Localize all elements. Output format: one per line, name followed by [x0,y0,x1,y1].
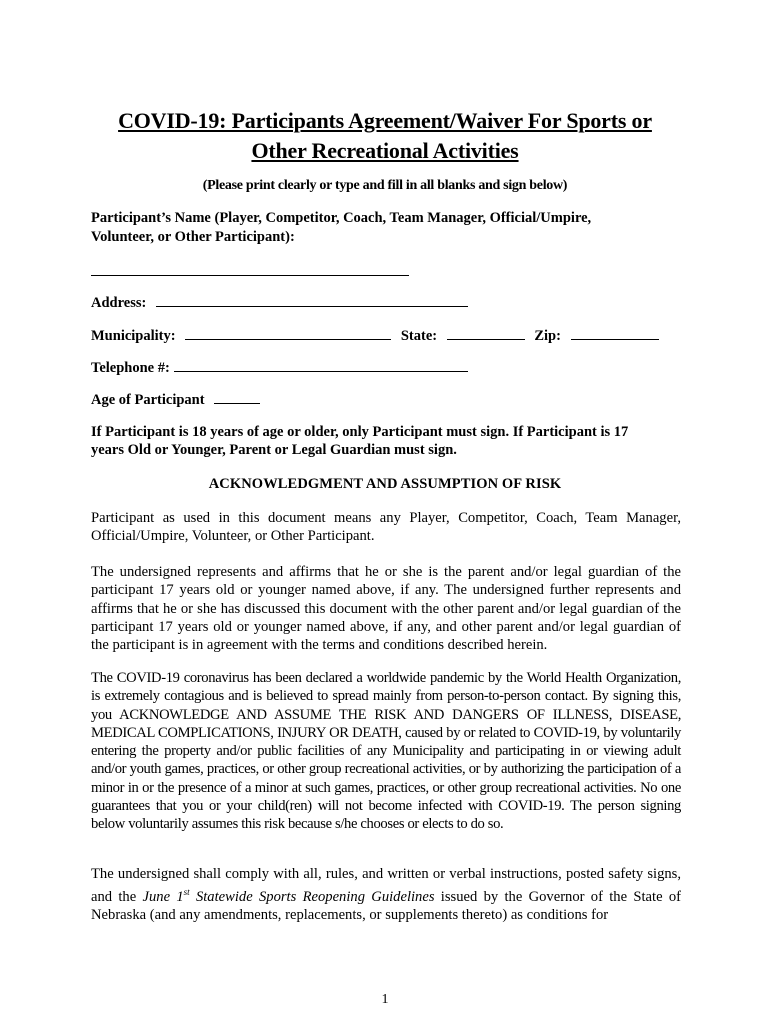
guideline-superscript: st [183,887,190,898]
guideline-month: June 1 [142,889,184,906]
zip-label: Zip: [534,328,561,344]
municipality-row [91,327,659,345]
state-field[interactable] [447,327,525,340]
municipality-label: Municipality: [91,328,176,344]
state-label: State: [400,328,438,344]
age-field[interactable] [214,391,260,404]
participant-name-field[interactable] [91,263,409,281]
title-line-2: Other Recreational Activities [251,138,519,163]
instructions-subtitle: (Please print clearly or type and fill in all blanks and sign below) [202,178,568,193]
page-number: 1 [381,992,389,1007]
municipality-field[interactable] [185,327,391,340]
telephone-row [91,359,468,377]
signing-rule-line-1: If Participant is 18 years of age or older, only Participant must sign. If Participant is 17 [91,424,629,440]
address-field[interactable] [156,294,468,307]
risk-paragraph: The COVID-19 coronavirus has been declared a worldwide pandemic by the World Health Organization, is extremely contagious and is believed to spread mainly from person-to-person contact. By signing this, you ACKNOWLEDGE AND ASSUME THE RISK AND DANGERS OF ILLNESS, DISEASE, MEDICAL COMPLICATIONS, INJURY OR DEATH, caused by or related to COVID-19, by voluntarily entering the property and/or public facilities of any Municipality and participating in or viewing adult and/or youth games, practices, or other group recreational activities, or by authorizing the participation of a minor in or the presence of a minor at such games, practices, or other group recreational activities. No one guarantees that you or your child(ren) will not become infected with COVID-19. The person signing below voluntarily assumes this risk because s/he chooses or elects to do so. [91,670,681,833]
participant-name-blank[interactable] [91,263,409,276]
compliance-paragraph [91,865,681,925]
signing-rule-line-2: years Old or Younger, Parent or Legal Guardian must sign. [91,442,457,458]
guardian-paragraph: The undersigned represents and affirms that he or she is the parent and/or legal guardian of the participant 17 years old or younger named above, if any. The undersigned further represents and affirms that he or she has discussed this document with the other parent and/or legal guardian of the participant 17 years old or younger named above, if any, and other parent and/or legal guardian of the participant is in agreement with the terms and conditions described herein. [91,564,681,654]
compliance-text-start: The undersigned shall comply with all, rules, and written or verbal instructions, posted safety signs, and the [91,866,681,906]
participant-name-label-line-1: Participant’s Name (Player, Competitor, Coach, Team Manager, Official/Umpire, [91,210,592,226]
guideline-title: Statewide Sports Reopening Guidelines [189,889,435,906]
document-title [60,106,710,166]
participant-name-label-line-2: Volunteer, or Other Participant): [91,229,295,245]
compliance-text-end: issued by the Governor of the State of Nebraska (and any amendments, replacements, or supplements thereto) as conditions for [91,889,682,924]
telephone-label: Telephone #: [91,360,170,376]
zip-field[interactable] [571,327,659,340]
telephone-field[interactable] [174,359,468,372]
age-label: Age of Participant [91,392,205,408]
age-row [91,391,260,409]
title-line-1: COVID-19: Participants Agreement/Waiver For Sports or [118,108,652,133]
address-row [91,294,468,312]
address-label: Address: [91,295,147,311]
section-heading: ACKNOWLEDGMENT AND ASSUMPTION OF RISK [208,476,562,492]
definition-paragraph: Participant as used in this document means any Player, Competitor, Coach, Team Manager, Official/Umpire, Volunteer, or Other Participant. [91,510,681,545]
